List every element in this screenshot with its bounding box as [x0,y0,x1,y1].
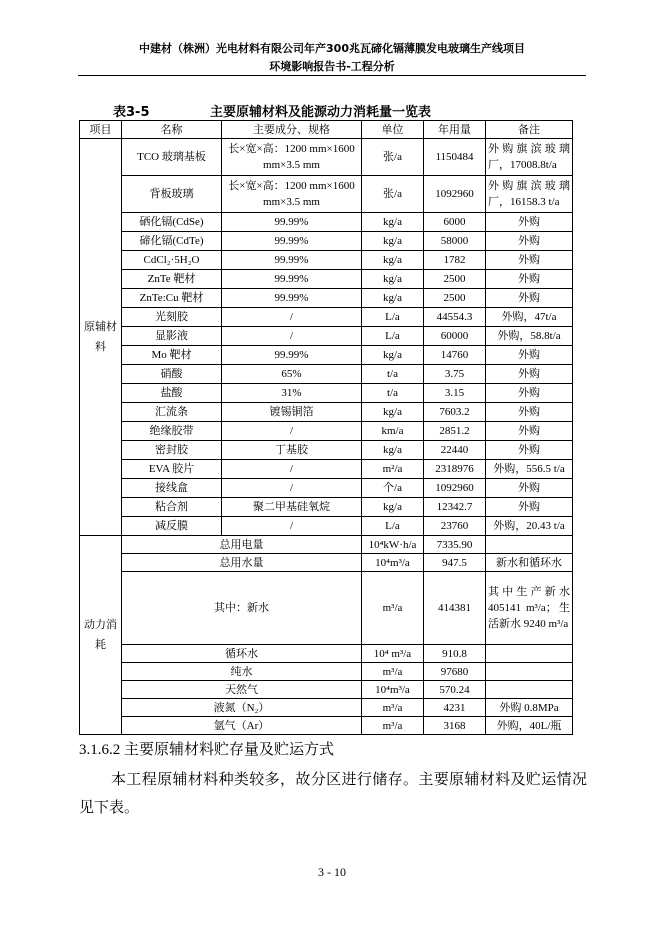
cell-note: 外购 [486,422,573,441]
table-row [80,645,573,663]
cell-note: 外购 [486,479,573,498]
cell-unit: 张/a [362,176,424,213]
cell-note: 外购 [486,441,573,460]
table-row [80,517,573,536]
table-row [80,327,573,346]
cell-amount: 2851.2 [424,422,486,441]
cell-unit: L/a [362,327,424,346]
page-number: 3 - 10 [318,865,346,879]
table-row [80,232,573,251]
cell-note: 外购，20.43 t/a [486,517,573,536]
cell-name: 纯水 [122,663,362,681]
cell-name: 盐酸 [122,384,222,403]
cell-name: 天然气 [122,681,362,699]
cell-spec: 99.99% [222,289,362,308]
cell-amount: 2318976 [424,460,486,479]
cell-note [486,645,573,663]
cell-amount: 3.15 [424,384,486,403]
cell-name: TCO 玻璃基板 [122,139,222,176]
cell-unit: 10⁴m³/a [362,554,424,572]
cell-name: 氩气（Ar） [122,717,362,735]
cell-unit: 10⁴ m³/a [362,645,424,663]
cell-name: 粘合剂 [122,498,222,517]
cell-spec: / [222,479,362,498]
cell-unit: 10⁴kW·h/a [362,536,424,554]
cell-spec: 长×宽×高：1200 mm×1600 mm×3.5 mm [222,176,362,213]
cell-unit: kg/a [362,441,424,460]
cell-spec: / [222,517,362,536]
cell-note [486,681,573,699]
table-row [80,176,573,213]
cell-name: 液氮（N₂） [122,699,362,717]
category-materials: 原辅材料 [80,139,122,536]
cell-unit: kg/a [362,289,424,308]
table-row [80,422,573,441]
cell-name: 汇流条 [122,403,222,422]
cell-name: 密封胶 [122,441,222,460]
cell-unit: m³/a [362,699,424,717]
cell-amount: 7603.2 [424,403,486,422]
cell-amount: 910.8 [424,645,486,663]
table-row [80,554,573,572]
cell-amount: 97680 [424,663,486,681]
cell-unit: kg/a [362,270,424,289]
cell-name: ZnTe 靶材 [122,270,222,289]
col-header-note: 备注 [486,121,573,139]
header-subtitle: 环境影响报告书-工程分析 [269,60,395,73]
cell-unit: m³/a [362,663,424,681]
category-energy: 动力消耗 [80,536,122,735]
cell-spec: 31% [222,384,362,403]
cell-unit: kg/a [362,232,424,251]
cell-spec: 99.99% [222,232,362,251]
table-row [80,681,573,699]
cell-name: 其中：新水 [122,572,362,645]
cell-amount: 2500 [424,289,486,308]
cell-unit: t/a [362,384,424,403]
cell-unit: t/a [362,365,424,384]
table-row [80,270,573,289]
table-row [80,384,573,403]
cell-unit: kg/a [362,346,424,365]
cell-spec: 镀锡铜箔 [222,403,362,422]
section-heading: 3.1.6.2 主要原辅材料贮存量及贮运方式 [79,742,335,758]
table-caption-title: 主要原辅材料及能源动力消耗量一览表 [210,105,432,120]
cell-amount: 23760 [424,517,486,536]
cell-note: 外购 [486,498,573,517]
cell-spec: 99.99% [222,213,362,232]
table-row [80,403,573,422]
cell-amount: 7335.90 [424,536,486,554]
cell-amount: 6000 [424,213,486,232]
table-row [80,536,573,554]
col-header-name: 名称 [122,121,222,139]
cell-spec: / [222,422,362,441]
table-row [80,213,573,232]
materials-energy-table [79,120,573,735]
cell-amount: 1150484 [424,139,486,176]
cell-name: 总用水量 [122,554,362,572]
col-header-unit: 单位 [362,121,424,139]
cell-unit: km/a [362,422,424,441]
table-row [80,572,573,645]
cell-unit: 个/a [362,479,424,498]
table-row [80,139,573,176]
cell-note: 外购 [486,384,573,403]
cell-note [486,663,573,681]
energy-section [80,536,573,735]
cell-note: 外购，47t/a [486,308,573,327]
table-row [80,441,573,460]
cell-note: 其中生产新水405141 m³/a；生活新水 9240 m³/a [486,572,573,645]
table-caption-number: 表3-5 [113,105,150,120]
table-row [80,479,573,498]
cell-note [486,536,573,554]
cell-name: 循环水 [122,645,362,663]
cell-name: 接线盒 [122,479,222,498]
cell-unit: kg/a [362,251,424,270]
cell-note: 外购，40L/瓶 [486,717,573,735]
cell-note: 外购旗滨玻璃厂，16158.3 t/a [486,176,573,213]
col-header-spec: 主要成分、规格 [222,121,362,139]
cell-spec: / [222,308,362,327]
cell-name: 减反膜 [122,517,222,536]
table-row [80,365,573,384]
cell-amount: 58000 [424,232,486,251]
cell-note: 外购 [486,365,573,384]
table-row [80,498,573,517]
cell-amount: 570.24 [424,681,486,699]
cell-note: 外购 [486,213,573,232]
table-header-row [80,121,573,139]
cell-spec: 长×宽×高：1200 mm×1600 mm×3.5 mm [222,139,362,176]
cell-spec: 65% [222,365,362,384]
cell-note: 外购 [486,289,573,308]
table-row [80,346,573,365]
cell-amount: 1782 [424,251,486,270]
cell-unit: L/a [362,517,424,536]
cell-spec: 丁基胶 [222,441,362,460]
cell-name: EVA 胶片 [122,460,222,479]
cell-name: CdCl₂·5H₂O [122,251,222,270]
cell-amount: 1092960 [424,176,486,213]
cell-note: 外购 [486,251,573,270]
cell-unit: m²/a [362,460,424,479]
materials-section [80,139,573,536]
cell-note: 外购 [486,346,573,365]
cell-unit: L/a [362,308,424,327]
cell-note: 外购 [486,232,573,251]
document-header [0,40,664,76]
table-row [80,251,573,270]
header-project-title: 中建材（株洲）光电材料有限公司年产300兆瓦碲化镉薄膜发电玻璃生产线项目 [139,42,525,55]
cell-name: ZnTe:Cu 靶材 [122,289,222,308]
cell-unit: kg/a [362,213,424,232]
cell-unit: m³/a [362,572,424,645]
cell-note: 外购 [486,403,573,422]
cell-spec: 99.99% [222,270,362,289]
cell-amount: 4231 [424,699,486,717]
cell-unit: m³/a [362,717,424,735]
cell-amount: 947.5 [424,554,486,572]
cell-name: 总用电量 [122,536,362,554]
cell-unit: 张/a [362,139,424,176]
cell-amount: 12342.7 [424,498,486,517]
cell-note: 新水和循环水 [486,554,573,572]
table-row [80,308,573,327]
cell-name: 硝酸 [122,365,222,384]
cell-spec: / [222,460,362,479]
cell-name: 显影液 [122,327,222,346]
col-header-amount: 年用量 [424,121,486,139]
body-paragraph: 本工程原辅材料种类较多，故分区进行储存。主要原辅材料及贮运情况见下表。 [79,772,587,816]
cell-spec: / [222,327,362,346]
cell-amount: 22440 [424,441,486,460]
cell-amount: 2500 [424,270,486,289]
cell-name: 光刻胶 [122,308,222,327]
header-divider [78,75,586,76]
cell-note: 外购旗滨玻璃厂，17008.8t/a [486,139,573,176]
cell-name: 绝缘胶带 [122,422,222,441]
cell-spec: 99.99% [222,251,362,270]
cell-spec: 99.99% [222,346,362,365]
col-header-item: 项目 [80,121,122,139]
table-row [80,663,573,681]
cell-amount: 14760 [424,346,486,365]
table-row [80,460,573,479]
cell-spec: 聚二甲基硅氧烷 [222,498,362,517]
cell-name: 硒化镉(CdSe) [122,213,222,232]
cell-amount: 414381 [424,572,486,645]
table-row [80,717,573,735]
cell-amount: 60000 [424,327,486,346]
cell-name: Mo 靶材 [122,346,222,365]
cell-name: 碲化镉(CdTe) [122,232,222,251]
cell-amount: 1092960 [424,479,486,498]
cell-note: 外购 0.8MPa [486,699,573,717]
table-row [80,699,573,717]
cell-note: 外购 [486,270,573,289]
cell-note: 外购，58.8t/a [486,327,573,346]
cell-amount: 44554.3 [424,308,486,327]
cell-name: 背板玻璃 [122,176,222,213]
table-row [80,289,573,308]
cell-note: 外购，556.5 t/a [486,460,573,479]
cell-unit: 10⁴m³/a [362,681,424,699]
cell-unit: kg/a [362,403,424,422]
cell-amount: 3168 [424,717,486,735]
cell-unit: kg/a [362,498,424,517]
cell-amount: 3.75 [424,365,486,384]
